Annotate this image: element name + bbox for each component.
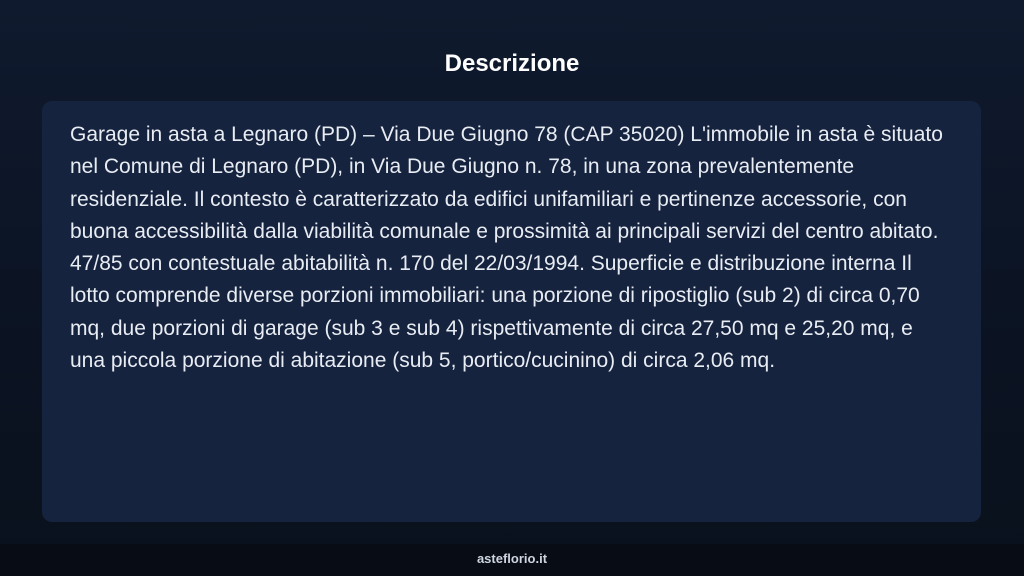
description-text: Garage in asta a Legnaro (PD) – Via Due Giugno 78 (CAP 35020) L'immobile in asta è situato nel Comune di Legnaro (PD), in Via Due Giugno n. 78, in una zona prevalentemente residenziale. Il contesto è caratterizzato da edifici unifamiliari e pertinenze accessorie, con buona accessibilità dalla viabilità comunale e prossimità ai principali servizi del centro abitato. 47/85 con contestuale abitabilità n. 170 del 22/03/1994. Superficie e distribuzione interna Il lotto comprende diverse porzioni immobiliari: una porzione di ripostiglio (sub 2) di circa 0,70 mq, due porzioni di garage (sub 3 e sub 4) rispettivamente di circa 27,50 mq e 25,20 mq, e una piccola porzione di abitazione (sub 5, portico/cucinino) di circa 2,06 mq. [70,123,943,373]
description-card [42,101,981,522]
page-title: Descrizione [444,50,580,77]
footer-site-label: asteflorio.it [476,551,548,566]
